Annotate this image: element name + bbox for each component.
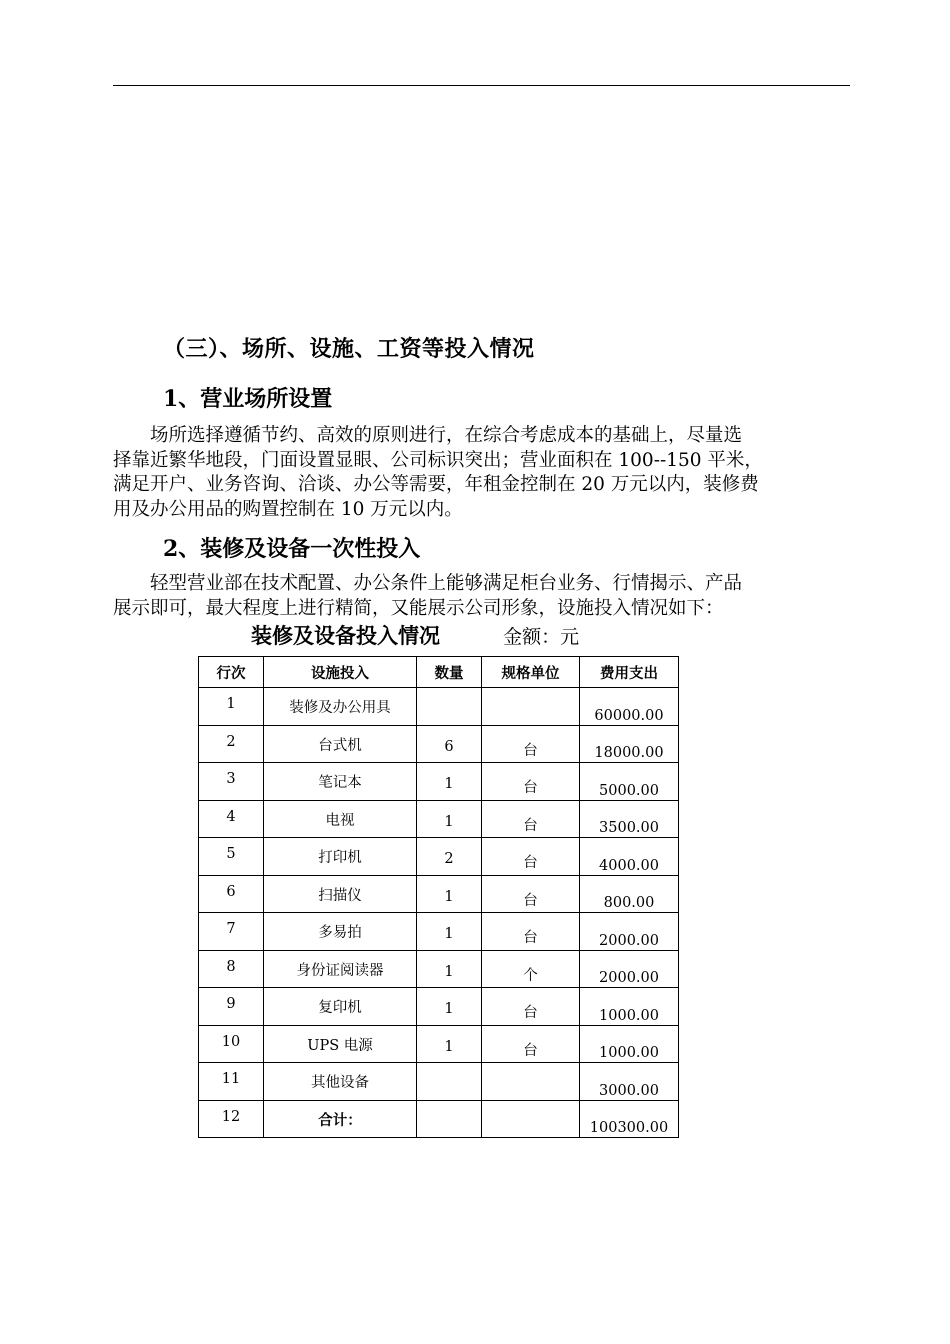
cell-text: 1000.00 (599, 1045, 659, 1061)
cell-text: 18000.00 (594, 745, 664, 761)
cell-cost (580, 1025, 679, 1063)
cell-row-no (199, 1100, 264, 1138)
cell-row-no (199, 913, 264, 951)
cell-cost (580, 1063, 679, 1101)
cell-cost (580, 913, 679, 951)
cell-text: 个 (523, 967, 538, 984)
cell-qty (417, 725, 482, 763)
cell-text: 台 (523, 1042, 538, 1059)
cell-text: 11 (221, 1071, 241, 1087)
cell-unit (482, 800, 580, 838)
cell-text: 10 (221, 1033, 241, 1050)
paragraph-line: 场所选择遵循节约、高效的原则进行，在综合考虑成本的基础上，尽量选 (113, 425, 743, 446)
cell-text: 7 (226, 921, 236, 937)
cell-item (264, 1025, 417, 1063)
col-header-unit: 规格单位 (482, 657, 580, 688)
cell-unit (482, 838, 580, 876)
cell-cost (580, 688, 679, 726)
table-row (199, 1100, 679, 1138)
cell-text: 4000.00 (599, 857, 659, 874)
cell-qty (417, 838, 482, 876)
paragraph-line: 展示即可，最大程度上进行精简，又能展示公司形象，设施投入情况如下： (113, 597, 724, 619)
cell-qty (417, 1100, 482, 1138)
cell-text: 1 (444, 888, 454, 905)
cell-text: 扫描仪 (318, 887, 362, 904)
paragraph-line: 择靠近繁华地段，门面设置显眼、公司标识突出；营业面积在 100--150 平米， (113, 449, 763, 471)
header-rule (113, 85, 850, 86)
cell-cost (580, 1100, 679, 1138)
table-row (199, 988, 679, 1026)
cell-text: 台 (523, 892, 538, 909)
cell-cost (580, 838, 679, 876)
cell-item (264, 875, 417, 913)
cell-item (264, 688, 417, 726)
cell-row-no (199, 950, 264, 988)
subsection-title-premises: 1、营业场所设置 (163, 386, 333, 412)
cell-cost (580, 800, 679, 838)
cell-text: 2 (226, 733, 236, 750)
cell-text: 1 (444, 813, 454, 830)
table-header-row (199, 657, 679, 688)
cell-cost (580, 988, 679, 1026)
cell-text: 台 (523, 780, 538, 796)
cell-text: 多易拍 (318, 925, 362, 941)
cell-text: 5000.00 (599, 782, 659, 799)
col-header-cost: 费用支出 (580, 657, 679, 688)
cell-qty (417, 988, 482, 1026)
paragraph-line: 满足开户、业务咨询、洽谈、办公等需要，年租金控制在 20 万元以内，装修费 (113, 474, 759, 495)
cell-text: 5 (226, 846, 236, 862)
table-row (199, 1063, 679, 1101)
cell-text: 4 (226, 808, 236, 825)
cell-text: 身份证阅读器 (296, 962, 384, 979)
cell-item (264, 950, 417, 988)
table-row (199, 913, 679, 951)
cell-row-no (199, 875, 264, 913)
table-row (199, 1025, 679, 1063)
cell-text: 台 (523, 817, 538, 834)
cell-text: 电视 (325, 812, 355, 829)
table-row (199, 875, 679, 913)
cell-text: 9 (226, 996, 236, 1012)
cell-text: 台 (523, 1005, 538, 1021)
cell-qty (417, 800, 482, 838)
cell-row-no (199, 688, 264, 726)
cell-qty (417, 763, 482, 801)
subsection-title-equipment: 2、装修及设备一次性投入 (163, 536, 421, 562)
cell-text: 3500.00 (599, 820, 659, 836)
paragraph-line: 用及办公用品的购置控制在 10 万元以内。 (113, 498, 463, 520)
cell-item (264, 913, 417, 951)
cell-text: 台 (523, 930, 538, 946)
cell-cost (580, 725, 679, 763)
cell-qty (417, 913, 482, 951)
cell-row-no (199, 838, 264, 876)
col-header-row-no: 行次 (199, 657, 264, 688)
table-unit: 金额：元 (503, 626, 580, 648)
cell-item (264, 763, 417, 801)
cell-unit (482, 688, 580, 726)
cell-text: 台 (523, 855, 538, 871)
cell-text: 1000.00 (599, 1007, 659, 1024)
cell-text: 3000.00 (599, 1082, 659, 1099)
col-header-qty: 数量 (417, 657, 482, 688)
cell-text: 1 (444, 776, 454, 792)
paragraph-equipment (113, 572, 850, 621)
cell-text: 合计： (318, 1111, 362, 1129)
cell-unit (482, 763, 580, 801)
cell-unit (482, 1025, 580, 1063)
table-title: 装修及设备投入情况 (251, 623, 440, 648)
cell-item (264, 1100, 417, 1138)
cell-unit (482, 1063, 580, 1101)
cell-row-no (199, 800, 264, 838)
cell-text: 3 (226, 771, 236, 787)
cell-text: 2 (444, 851, 454, 867)
cell-unit (482, 875, 580, 913)
cell-text: 其他设备 (311, 1075, 369, 1091)
paragraph-line: 轻型营业部在技术配置、办公条件上能够满足柜台业务、行情揭示、产品 (113, 573, 743, 594)
table-row (199, 950, 679, 988)
cell-item (264, 838, 417, 876)
cell-text: 2000.00 (599, 932, 659, 949)
table-caption (251, 620, 579, 650)
cell-text: 1 (444, 1038, 454, 1055)
paragraph-premises (113, 424, 850, 522)
cell-item (264, 800, 417, 838)
table-row (199, 763, 679, 801)
cell-text: 8 (226, 958, 236, 975)
investment-table (198, 656, 679, 1138)
cell-text: 6 (226, 883, 236, 900)
cell-item (264, 725, 417, 763)
cell-text: 台 (523, 742, 538, 759)
cell-text: 1 (226, 696, 236, 712)
cell-row-no (199, 1025, 264, 1063)
cell-qty (417, 950, 482, 988)
cell-text: 800.00 (603, 895, 655, 911)
cell-text: 笔记本 (318, 775, 362, 791)
cell-text: 1 (444, 1001, 454, 1017)
section-heading: （三）、场所、设施、工资等投入情况 (163, 336, 535, 362)
cell-text: 6 (444, 738, 454, 755)
cell-text: 台式机 (318, 737, 362, 754)
cell-unit (482, 725, 580, 763)
table-row (199, 725, 679, 763)
cell-item (264, 988, 417, 1026)
cell-qty (417, 1063, 482, 1101)
cell-cost (580, 950, 679, 988)
cell-row-no (199, 725, 264, 763)
cell-cost (580, 875, 679, 913)
cell-cost (580, 763, 679, 801)
cell-text: 100300.00 (589, 1120, 669, 1136)
cell-text: 2000.00 (599, 970, 659, 986)
cell-row-no (199, 763, 264, 801)
table-row (199, 688, 679, 726)
cell-text: UPS 电源 (307, 1037, 373, 1054)
cell-unit (482, 950, 580, 988)
cell-unit (482, 988, 580, 1026)
cell-text: 打印机 (318, 850, 362, 866)
cell-unit (482, 1100, 580, 1138)
cell-text: 1 (444, 926, 454, 942)
cell-unit (482, 913, 580, 951)
cell-row-no (199, 1063, 264, 1101)
cell-qty (417, 688, 482, 726)
cell-text: 12 (221, 1108, 241, 1125)
cell-text: 60000.00 (594, 707, 664, 724)
cell-row-no (199, 988, 264, 1026)
table-row (199, 838, 679, 876)
cell-text: 复印机 (318, 1000, 362, 1016)
cell-text: 装修及办公用具 (289, 700, 391, 716)
cell-text: 1 (444, 963, 454, 980)
cell-qty (417, 875, 482, 913)
col-header-item: 设施投入 (264, 657, 417, 688)
cell-item (264, 1063, 417, 1101)
table-row (199, 800, 679, 838)
cell-qty (417, 1025, 482, 1063)
